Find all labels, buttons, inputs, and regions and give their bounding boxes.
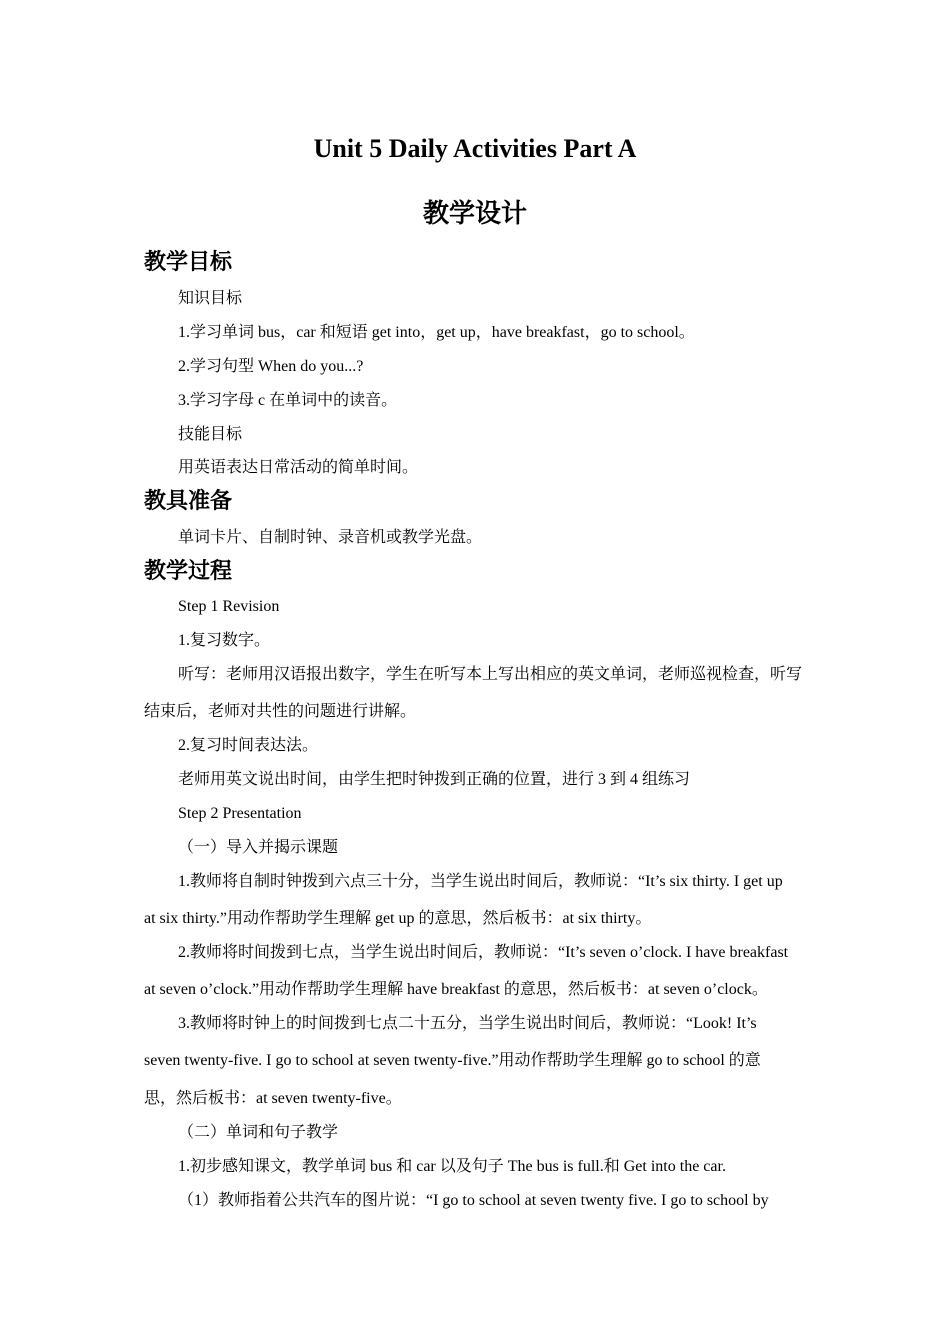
part-1-item-2-line-1: 2.教师将时间拨到七点，当学生说出时间后，教师说：“It’s seven o’clock. I have breakfast (178, 944, 789, 961)
objective-item-3: 3.学习字母 c 在单词中的读音。 (178, 392, 398, 409)
part-2-item-1: 1.初步感知课文，教学单词 bus 和 car 以及句子 The bus is full.和 Get into the car. (178, 1158, 726, 1175)
part-1-item-1-line-2: at six thirty.”用动作帮助学生理解 get up 的意思，然后板书：at six thirty。 (144, 910, 652, 927)
part-1-item-3-line-1: 3.教师将时钟上的时间拨到七点二十五分，当学生说出时间后，教师说：“Look! It’s (178, 1015, 757, 1032)
objective-item-1: 1.学习单词 bus，car 和短语 get into，get up，have breakfast，go to school。 (178, 324, 695, 341)
step-2-title: Step 2 Presentation (178, 805, 302, 822)
step-1-item-1: 1.复习数字。 (178, 632, 271, 649)
time-practice-text: 老师用英文说出时间，由学生把时钟拨到正确的位置，进行 3 到 4 组练习 (178, 771, 691, 788)
heading-objectives: 教学目标 (144, 250, 233, 275)
dictation-text-line-2: 结束后，老师对共性的问题进行讲解。 (144, 703, 417, 720)
part-2-sub-item-1: （1）教师指着公共汽车的图片说：“I go to school at seven twenty five. I go to school by (178, 1192, 769, 1209)
skill-objective-text: 用英语表达日常活动的简单时间。 (178, 459, 419, 476)
skill-objective-label: 技能目标 (178, 426, 243, 443)
part-2-title: （二）单词和句子教学 (178, 1124, 339, 1141)
part-1-title: （一）导入并揭示课题 (178, 839, 339, 856)
part-1-item-3-line-3: 思，然后板书：at seven twenty-five。 (144, 1090, 402, 1107)
part-1-item-3-line-2: seven twenty-five. I go to school at seven twenty-five.”用动作帮助学生理解 go to school 的意 (144, 1052, 761, 1069)
part-1-item-1-line-1: 1.教师将自制时钟拨到六点三十分，当学生说出时间后，教师说：“It’s six thirty. I get up (178, 873, 783, 890)
step-1-item-2: 2.复习时间表达法。 (178, 737, 319, 754)
dictation-text-line-1: 听写：老师用汉语报出数字，学生在听写本上写出相应的英文单词，老师巡视检查，听写 (178, 666, 803, 683)
objective-item-2: 2.学习句型 When do you...? (178, 358, 364, 375)
knowledge-objective-label: 知识目标 (178, 290, 243, 307)
heading-materials: 教具准备 (144, 489, 233, 514)
document-title: Unit 5 Daily Activities Part A (313, 134, 637, 163)
step-1-title: Step 1 Revision (178, 598, 280, 615)
heading-process: 教学过程 (144, 559, 233, 584)
part-1-item-2-line-2: at seven o’clock.”用动作帮助学生理解 have breakfast 的意思，然后板书：at seven o’clock。 (144, 981, 768, 998)
materials-text: 单词卡片、自制时钟、录音机或教学光盘。 (178, 529, 483, 546)
document-subtitle: 教学设计 (422, 199, 527, 229)
